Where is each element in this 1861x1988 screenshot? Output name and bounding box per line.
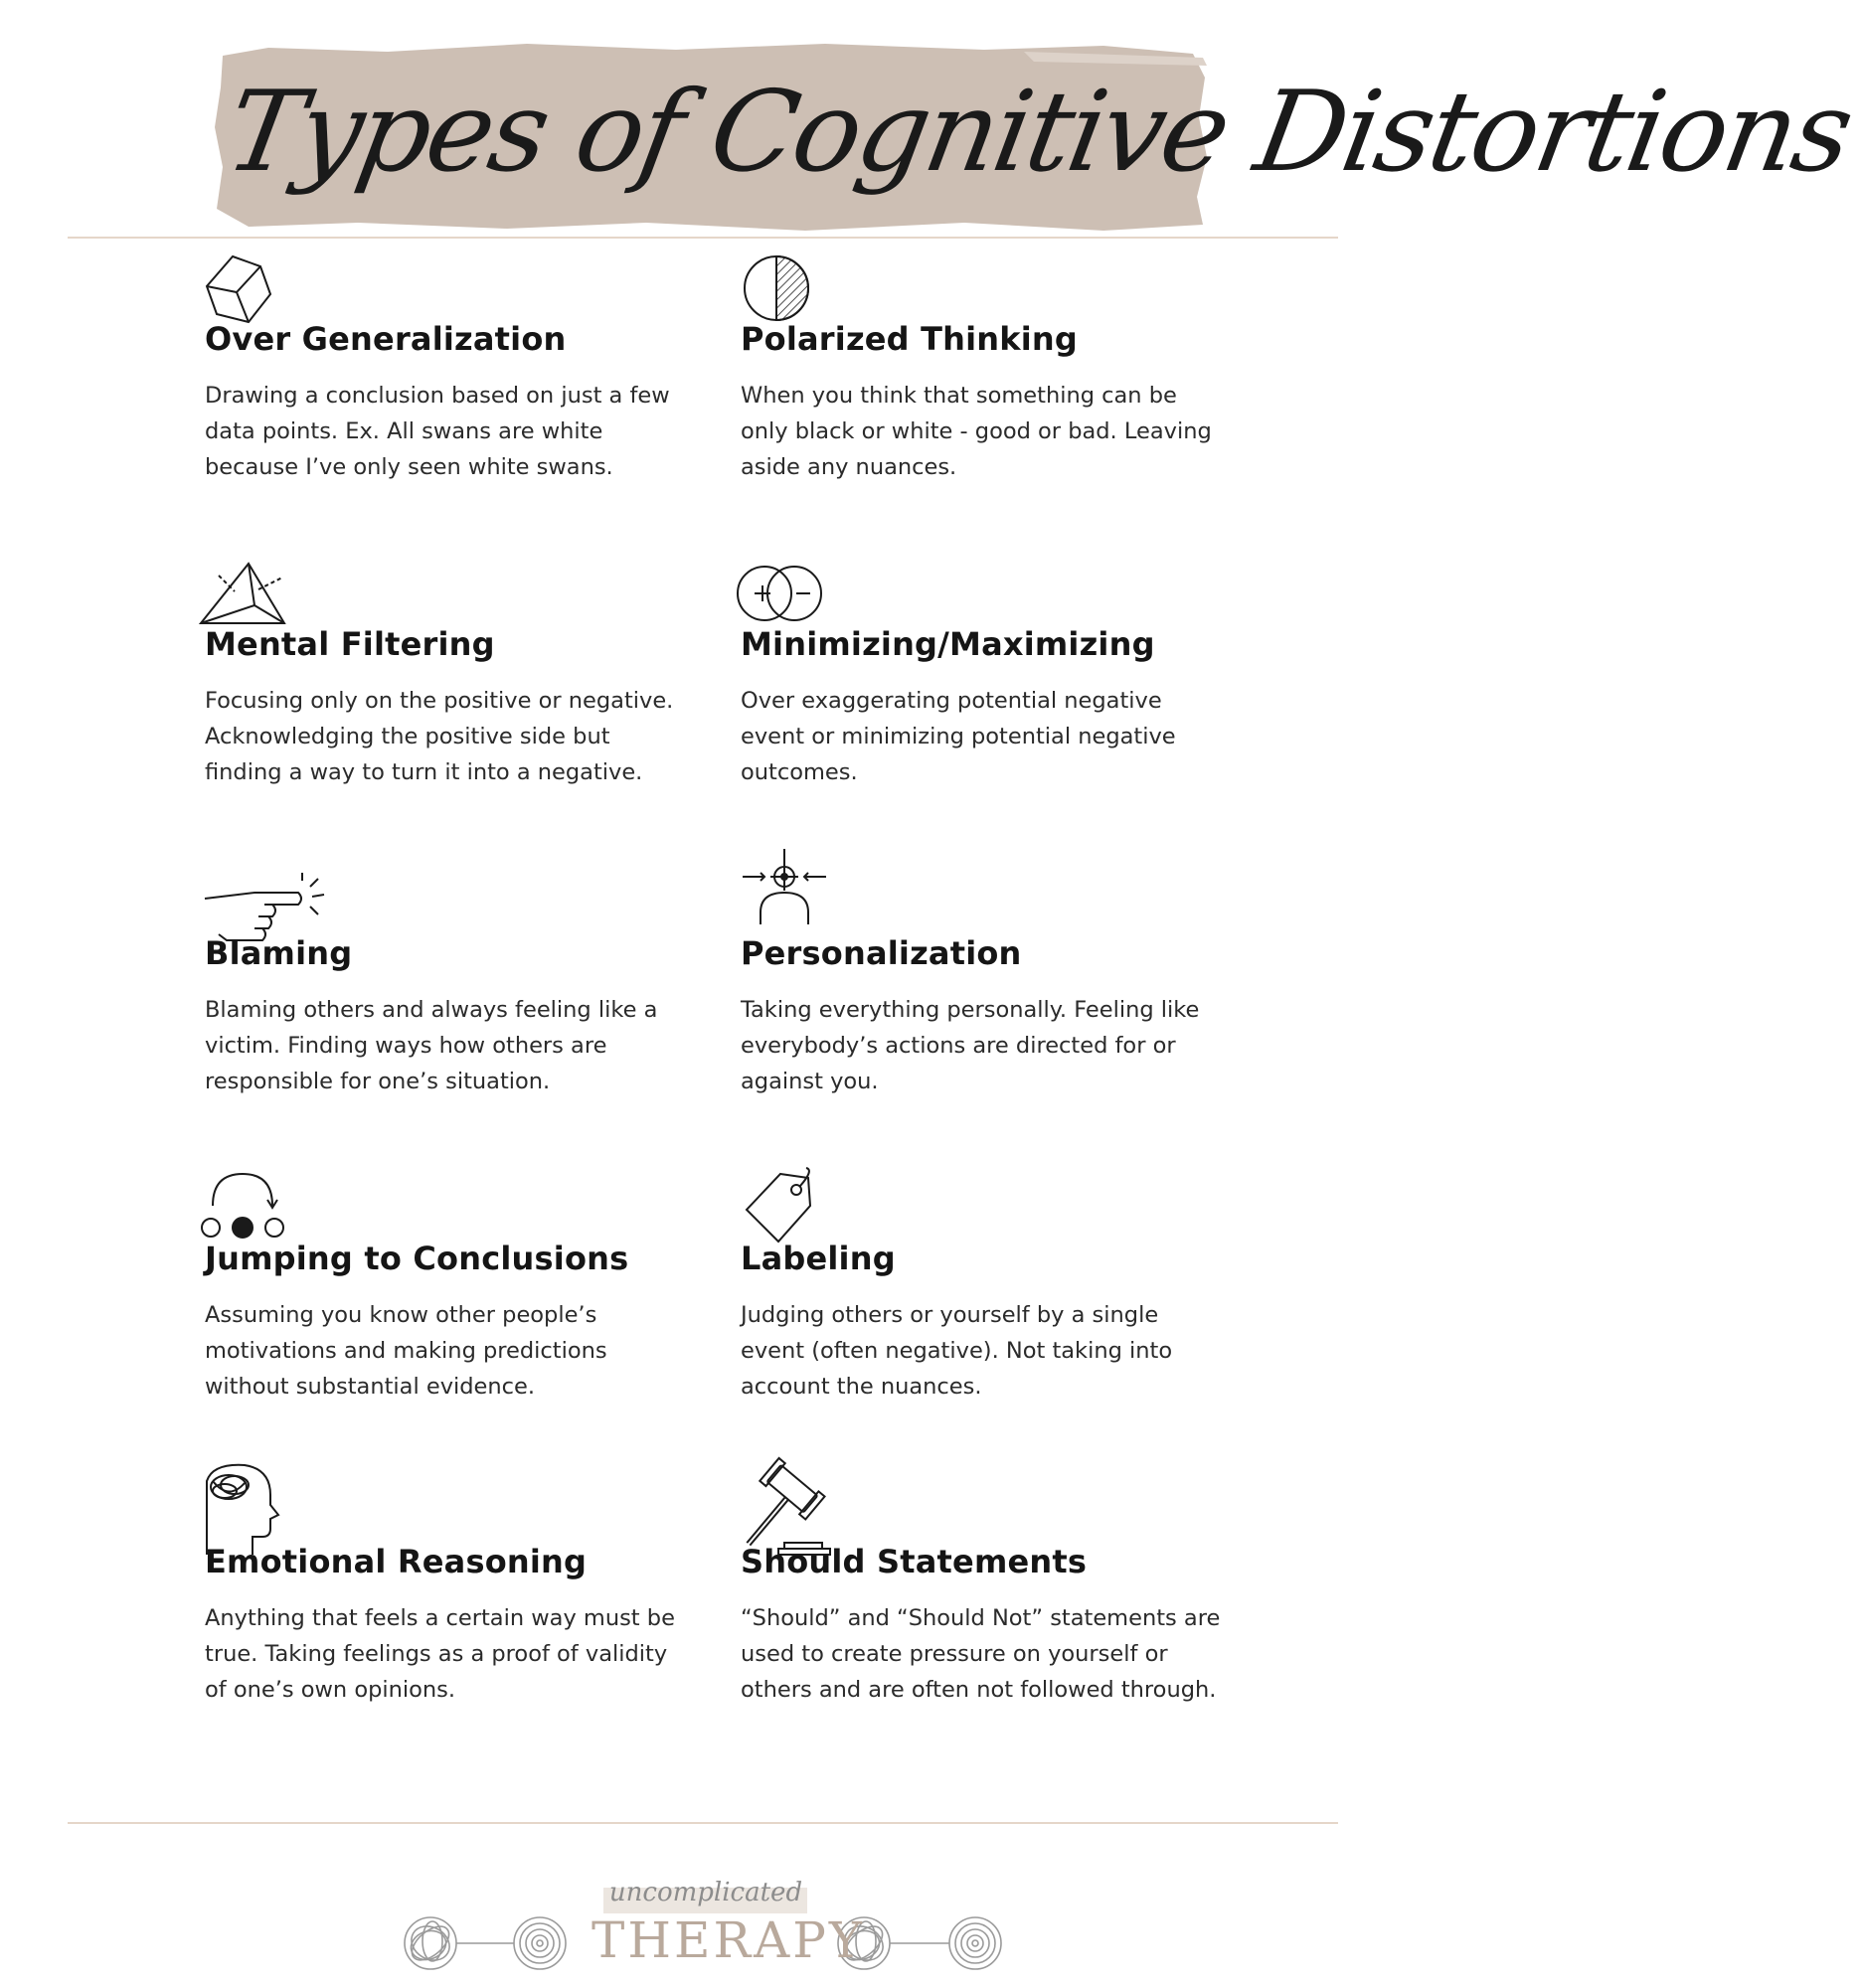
item-title: Personalization [741,934,1022,972]
item-title: Mental Filtering [205,625,495,663]
item-title: Labeling [741,1240,896,1277]
title-banner [209,38,1860,237]
item-description: Assuming you know other people’s motivations and making predictions without substantial evidence. [205,1302,607,1400]
logo-tagline: uncomplicated [608,1878,803,1907]
item-title: Should Statements [741,1543,1088,1580]
item-description: Over exaggerating potential negative event or minimizing potential negative outcomes. [741,688,1176,785]
item-title: Emotional Reasoning [205,1543,588,1580]
item-title: Blaming [205,934,353,972]
logo-brand: THERAPY [592,1911,865,1969]
spiral-circle-icon [514,1917,566,1969]
scribble-ball-icon [405,1917,456,1969]
item-description: When you think that something can be only black or white - good or bad. Leaving aside any nuances. [741,383,1212,480]
spiral-circle-icon [949,1917,1001,1969]
item-title: Polarized Thinking [741,320,1079,358]
page-title: Types of Cognitive Distortions [217,68,1860,197]
item-description: Blaming others and always feeling like a victim. Finding ways how others are responsible for one’s situation. [205,997,658,1094]
item-description: “Should” and “Should Not” statements are used to create pressure on yourself or others and are often not followed through. [741,1605,1221,1703]
top-divider [68,237,1338,239]
footer-logo [393,1878,1019,1988]
item-title: Minimizing/Maximizing [741,625,1155,663]
item-title: Over Generalization [205,320,567,358]
item-title: Jumping to Conclusions [205,1240,629,1277]
item-description: Anything that feels a certain way must be true. Taking feelings as a proof of validity of one’s own opinions. [205,1605,675,1703]
item-description: Judging others or yourself by a single event (often negative). Not taking into account the nuances. [741,1302,1173,1400]
item-description: Drawing a conclusion based on just a few data points. Ex. All swans are white because I’ve only seen white swans. [205,383,670,480]
bottom-divider [68,1822,1338,1824]
item-description: Focusing only on the positive or negative. Acknowledging the positive side but finding a way to turn it into a negative. [205,688,674,785]
item-description: Taking everything personally. Feeling like everybody’s actions are directed for or against you. [741,997,1200,1094]
